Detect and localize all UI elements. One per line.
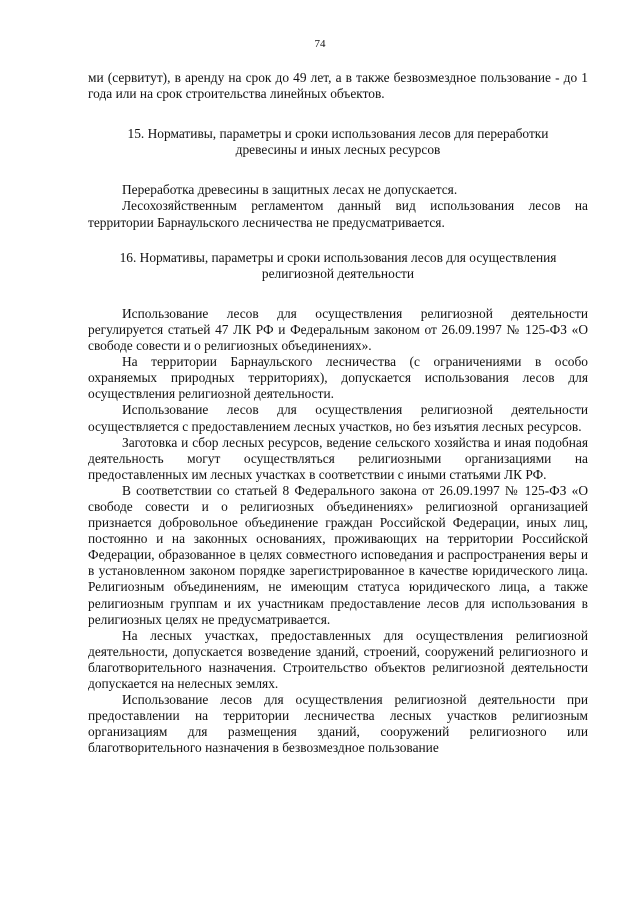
continuation-paragraph: ми (сервитут), в аренду на срок до 49 лет, а в также безвозмездное пользование - до 1 года или на срок строительства линейных объектов. xyxy=(88,70,588,102)
section-15-paragraph: Лесохозяйственным регламентом данный вид использования лесов на территории Барнаульского лесничества не предусматривается. xyxy=(88,198,588,230)
page-number: 74 xyxy=(314,38,326,50)
section-16-paragraph: Использование лесов для осуществления религиозной деятельности осуществляется с предоставлением лесных участков, но без изъятия лесных ресурсов. xyxy=(88,402,588,434)
section-16-paragraph: На лесных участках, предоставленных для осуществления религиозной деятельности, допускается возведение зданий, строений, сооружений религиозного и благотворительного назначения. Строительство объектов религиозной деятельности допускается на нелесных землях. xyxy=(88,627,588,691)
section-16-paragraph: На территории Барнаульского лесничества (с ограничениями в особо охраняемых природных территориях), допускается использования лесов для осуществления религиозной деятельности. xyxy=(88,354,588,402)
section-16-paragraph: В соответствии со статьей 8 Федерального закона от 26.09.1997 № 125-ФЗ «О свободе совести и о религиозных объединениях» религиозной организацией признается добровольное объединение граждан Российской Федерации, иных лиц, постоянно и на законных основаниях, проживающих на территории Российской Федерации, образованное в целях совместного исповедания и распространения веры и в установленном законом порядке зарегистрированное в качестве юридического лица. Религиозным объединениям, не имеющим статуса юридического лица, а также религиозным группам и их участникам предоставление лесов для использования в религиозных целях не предусматривается. xyxy=(88,482,588,627)
section-16-heading: 16. Нормативы, параметры и сроки использования лесов для осуществления религиозной деятельности xyxy=(119,249,557,281)
section-16-paragraph: Заготовка и сбор лесных ресурсов, ведение сельского хозяйства и иная подобная деятельность могут осуществляться религиозными организациями на предоставленных им лесных участках в соответствии с иными статьями ЛК РФ. xyxy=(88,434,588,482)
section-16-paragraph: Использование лесов для осуществления религиозной деятельности регулируется статьей 47 ЛК РФ и Федеральным законом от 26.09.1997 № 125-ФЗ «О свободе совести и о религиозных объединениях». xyxy=(88,305,588,354)
section-15-paragraph: Переработка древесины в защитных лесах не допускается. xyxy=(122,182,458,198)
section-16-paragraph: Использование лесов для осуществления религиозной деятельности при предоставлении на территории лесничества лесных участков религиозным организациям для размещения зданий, сооружений религиозного или благотворительного назначения в безвозмездное пользование xyxy=(88,692,588,756)
page-content xyxy=(88,70,588,756)
section-15-heading: 15. Нормативы, параметры и сроки использования лесов для переработки древесины и иных лесных ресурсов xyxy=(127,126,549,158)
